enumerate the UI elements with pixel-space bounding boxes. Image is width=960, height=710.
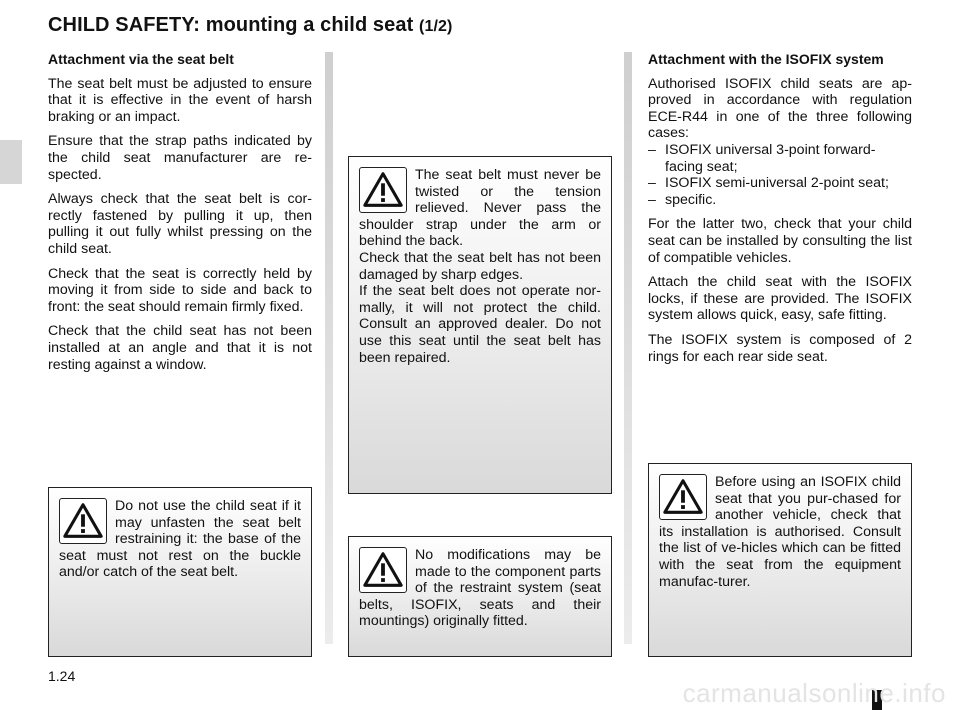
right-paragraph: The ISOFIX system is composed of 2 rings for each rear side seat. bbox=[648, 331, 912, 365]
left-heading: Attachment via the seat belt bbox=[48, 51, 234, 67]
warning-triangle-icon bbox=[659, 474, 707, 520]
warning-text: Before using an ISOFIX child seat that you pur-chased for another vehicle, check that its installation is authorised. Consult the list of ve-hicles which can be fitted with the seat from the equipment manufac-turer. bbox=[659, 474, 901, 590]
warning-box-seat-belt bbox=[348, 156, 612, 494]
warning-box-buckle bbox=[48, 487, 312, 657]
warning-box-isofix-other-vehicle bbox=[648, 463, 912, 657]
column-divider-right bbox=[624, 52, 632, 644]
left-paragraph: Check that the seat is correctly held by moving it from side to side and back to front: the seat should remain firmly fixed. bbox=[48, 265, 312, 315]
warning-triangle-icon bbox=[359, 167, 407, 213]
left-paragraph: Always check that the seat belt is cor-rectly fastened by pulling it up, then pulling it out fully whilst pressing on the child seat. bbox=[48, 191, 312, 257]
warning-text: No modifications may be made to the component parts of the restraint system (seat belts, ISOFIX, seats and their mountings) originally fitted. bbox=[359, 547, 601, 630]
warning-box-modifications bbox=[348, 536, 612, 657]
warning-triangle-icon bbox=[59, 498, 107, 544]
list-item: – specific. bbox=[648, 191, 717, 208]
list-item: – ISOFIX universal 3-point forward-facing seat; bbox=[648, 141, 876, 175]
warning-text: If the seat belt does not operate nor-mally, it will not protect the child. Consult an approved dealer. Do not use this seat until the seat belt has been repaired. bbox=[359, 283, 601, 366]
list-item: – ISOFIX semi-universal 2-point seat; bbox=[648, 175, 889, 192]
warning-text: Do not use the child seat if it may unfasten the seat belt restraining it: the base of the seat must not rest on the buckle and/or catch of the seat belt. bbox=[59, 498, 301, 581]
left-paragraph: The seat belt must be adjusted to ensure that it is effective in the event of harsh braking or an impact. bbox=[48, 75, 312, 125]
section-tab bbox=[0, 140, 22, 184]
warning-triangle-icon bbox=[359, 547, 407, 593]
page-title bbox=[48, 14, 452, 37]
left-column bbox=[48, 51, 312, 381]
watermark: carmanualsonline.info bbox=[682, 678, 946, 708]
column-divider-left bbox=[325, 52, 333, 644]
right-heading: Attachment with the ISOFIX system bbox=[648, 51, 884, 67]
left-paragraph: Check that the child seat has not been installed at an angle and that it is not resting against a window. bbox=[48, 323, 312, 373]
title-text: CHILD SAFETY: mounting a child seat bbox=[48, 14, 414, 36]
left-paragraph: Ensure that the strap paths indicated by the child seat manufacturer are re-spected. bbox=[48, 133, 312, 183]
warning-text: Check that the seat belt has not been damaged by sharp edges. bbox=[359, 249, 601, 283]
isofix-case-list bbox=[648, 142, 912, 208]
page-number: 1.24 bbox=[48, 668, 76, 684]
right-paragraph: Attach the child seat with the ISOFIX locks, if these are provided. The ISOFIX system allows quick, easy, safe fitting. bbox=[648, 274, 912, 324]
right-intro: Authorised ISOFIX child seats are ap-proved in accordance with regulation ECE-R44 in one of the three following cases: bbox=[648, 75, 912, 142]
right-paragraph: For the latter two, check that your child seat can be installed by consulting the list of compatible vehicles. bbox=[648, 216, 912, 266]
right-column bbox=[648, 51, 912, 373]
warning-text: The seat belt must never be twisted or the tension relieved. Never pass the shoulder strap under the arm or behind the back. bbox=[359, 167, 601, 250]
title-part: (1/2) bbox=[419, 18, 453, 35]
